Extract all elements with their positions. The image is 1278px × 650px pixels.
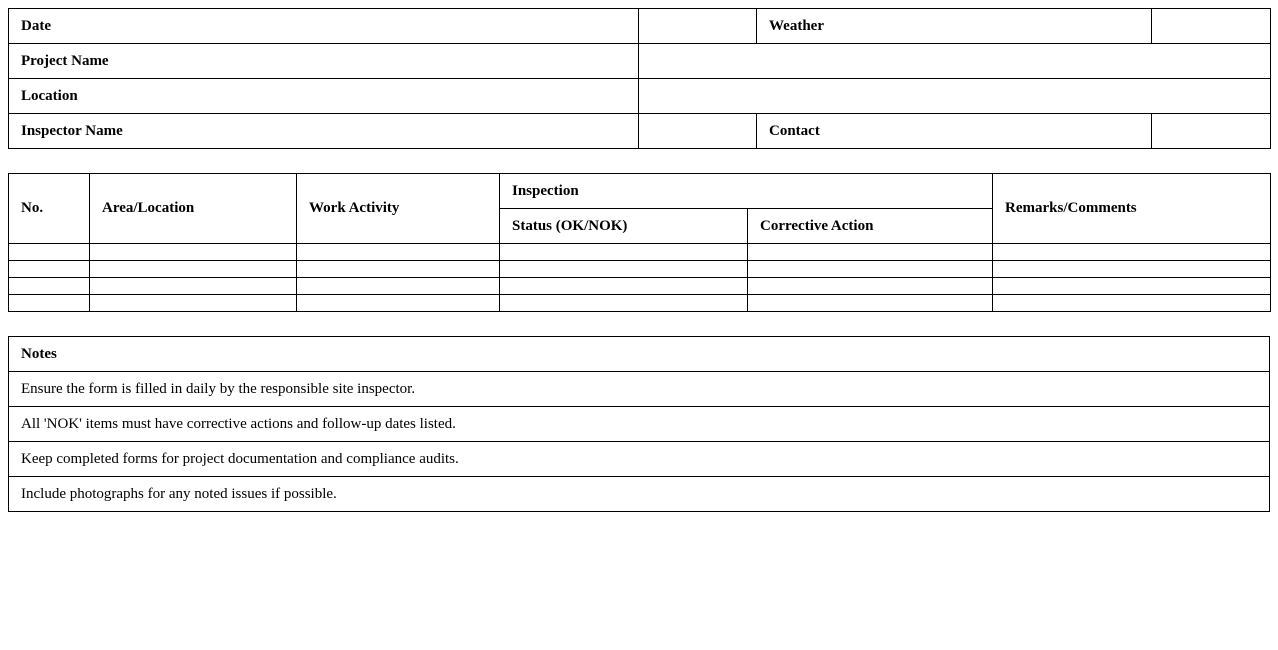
inspector-name-row xyxy=(9,114,1271,149)
area-cell[interactable] xyxy=(90,261,297,278)
project-name-row xyxy=(9,44,1271,79)
notes-title: Notes xyxy=(9,337,1270,372)
corrective-cell[interactable] xyxy=(748,244,993,261)
project-name-field[interactable] xyxy=(639,44,1271,79)
location-label: Location xyxy=(9,79,639,114)
activity-cell[interactable] xyxy=(297,295,500,312)
list-item xyxy=(9,442,1270,477)
weather-label: Weather xyxy=(757,9,1152,44)
status-cell[interactable] xyxy=(500,244,748,261)
status-cell[interactable] xyxy=(500,278,748,295)
inspection-table xyxy=(8,173,1271,312)
weather-field[interactable] xyxy=(1152,9,1271,44)
area-cell[interactable] xyxy=(90,278,297,295)
status-cell[interactable] xyxy=(500,261,748,278)
table-row xyxy=(9,244,1271,261)
date-row xyxy=(9,9,1271,44)
note-item: All 'NOK' items must have corrective actions and follow-up dates listed. xyxy=(9,407,1270,442)
notes-table xyxy=(8,336,1270,512)
col-inspection-header: Inspection xyxy=(500,174,993,209)
status-cell[interactable] xyxy=(500,295,748,312)
no-cell[interactable] xyxy=(9,278,90,295)
list-item xyxy=(9,372,1270,407)
col-no-header: No. xyxy=(9,174,90,244)
contact-field[interactable] xyxy=(1152,114,1271,149)
col-status-header: Status (OK/NOK) xyxy=(500,209,748,244)
activity-cell[interactable] xyxy=(297,244,500,261)
col-area-header: Area/Location xyxy=(90,174,297,244)
list-item xyxy=(9,407,1270,442)
location-field[interactable] xyxy=(639,79,1271,114)
remarks-cell[interactable] xyxy=(993,261,1271,278)
area-cell[interactable] xyxy=(90,295,297,312)
table-row xyxy=(9,295,1271,312)
col-corrective-header: Corrective Action xyxy=(748,209,993,244)
location-row xyxy=(9,79,1271,114)
corrective-cell[interactable] xyxy=(748,295,993,312)
header-info-table xyxy=(8,8,1271,149)
activity-cell[interactable] xyxy=(297,278,500,295)
inspector-name-label: Inspector Name xyxy=(9,114,639,149)
inspection-header-row xyxy=(9,174,1271,209)
no-cell[interactable] xyxy=(9,244,90,261)
date-label: Date xyxy=(9,9,639,44)
remarks-cell[interactable] xyxy=(993,244,1271,261)
col-remarks-header: Remarks/Comments xyxy=(993,174,1271,244)
remarks-cell[interactable] xyxy=(993,295,1271,312)
corrective-cell[interactable] xyxy=(748,278,993,295)
inspector-name-field[interactable] xyxy=(639,114,757,149)
date-field[interactable] xyxy=(639,9,757,44)
area-cell[interactable] xyxy=(90,244,297,261)
activity-cell[interactable] xyxy=(297,261,500,278)
notes-title-row xyxy=(9,337,1270,372)
corrective-cell[interactable] xyxy=(748,261,993,278)
remarks-cell[interactable] xyxy=(993,278,1271,295)
note-item: Ensure the form is filled in daily by the responsible site inspector. xyxy=(9,372,1270,407)
table-row xyxy=(9,278,1271,295)
note-item: Include photographs for any noted issues if possible. xyxy=(9,477,1270,512)
col-activity-header: Work Activity xyxy=(297,174,500,244)
project-name-label: Project Name xyxy=(9,44,639,79)
table-row xyxy=(9,261,1271,278)
note-item: Keep completed forms for project documentation and compliance audits. xyxy=(9,442,1270,477)
list-item xyxy=(9,477,1270,512)
contact-label: Contact xyxy=(757,114,1152,149)
no-cell[interactable] xyxy=(9,295,90,312)
no-cell[interactable] xyxy=(9,261,90,278)
